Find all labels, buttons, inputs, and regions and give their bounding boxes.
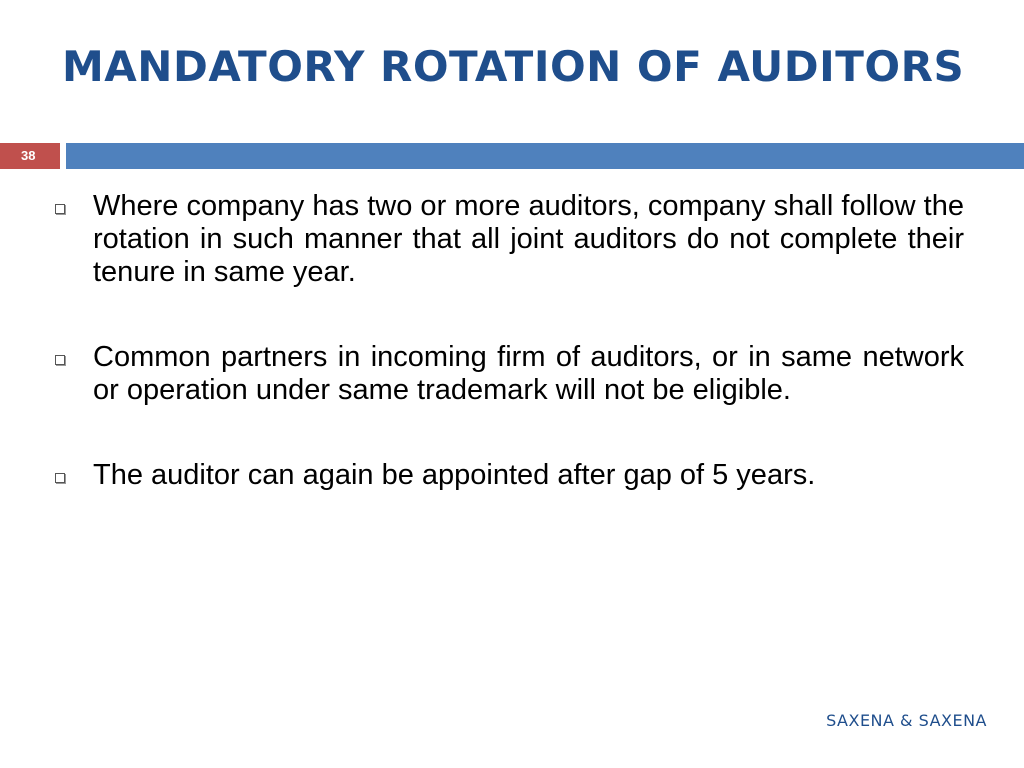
square-bullet-icon	[55, 355, 65, 365]
square-bullet-icon	[55, 204, 65, 214]
bullet-item	[52, 459, 964, 492]
slide-title: MANDATORY ROTATION OF AUDITORS	[62, 42, 965, 91]
bullet-text: The auditor can again be appointed after gap of 5 years.	[93, 459, 816, 491]
header-bar	[66, 143, 1024, 169]
slide-number: 38	[0, 143, 60, 169]
bullet-item	[52, 190, 964, 289]
bullet-text: Common partners in incoming firm of auditors, or in same network or operation under same trademark will not be eligible.	[93, 341, 964, 406]
bullet-list	[52, 190, 964, 492]
footer-brand: SAXENA & SAXENA	[826, 711, 987, 730]
bullet-item	[52, 341, 964, 407]
bullet-text: Where company has two or more auditors, company shall follow the rotation in such manner that all joint auditors do not complete their tenure in same year.	[93, 190, 964, 288]
square-bullet-icon	[55, 473, 65, 483]
